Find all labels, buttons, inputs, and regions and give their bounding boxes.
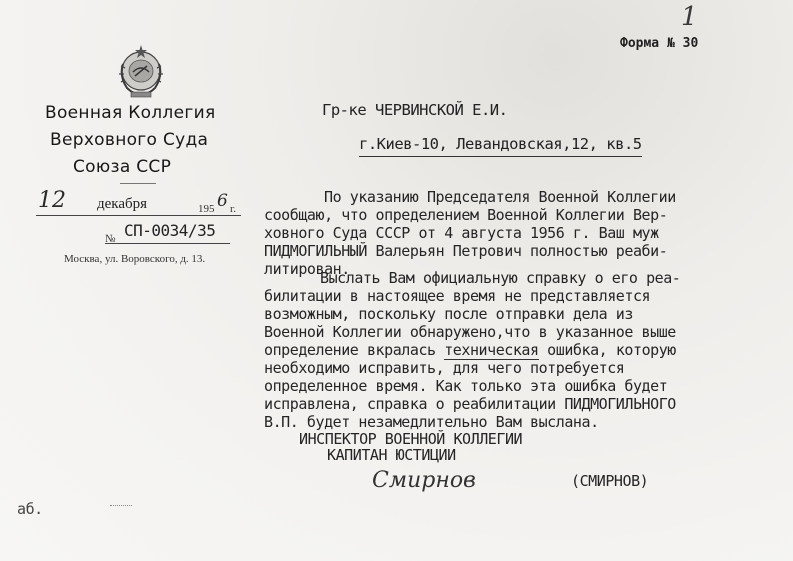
- sender-line-3: Союза ССР: [73, 157, 172, 177]
- body-line-10: [264, 341, 676, 359]
- signatory-title-2: КАПИТАН ЮСТИЦИИ: [327, 446, 456, 464]
- footer-mark: аб.: [17, 500, 43, 518]
- body-line-2: сообщаю, что определением Военной Коллегии Вер-: [264, 206, 668, 224]
- reference-underline: [105, 243, 230, 244]
- body-line-9: Военной Коллегии обнаружено,что в указанное выше: [264, 323, 676, 341]
- date-year-suffix: 6: [217, 191, 228, 211]
- body-line-12: определенное время. Как только эта ошибка будет: [264, 377, 668, 395]
- body-line-6: Выслать Вам официальную справку о его реа-: [320, 269, 681, 287]
- body-line-7: билитации в настоящее время не представляется: [264, 287, 651, 305]
- body-line-4: ПИДМОГИЛЬНЫЙ Валерьян Петрович полностью реаби-: [264, 242, 668, 260]
- page-number-handwritten: 1: [681, 2, 698, 32]
- sender-address: Москва, ул. Воровского, д. 13.: [64, 253, 206, 265]
- date-underline: [36, 215, 241, 216]
- recipient-address: г.Киев-10, Левандовская,12, кв.5: [359, 135, 642, 157]
- body-line-11: необходимо исправить, для чего потребуется: [264, 359, 625, 377]
- footer-smudge: [110, 505, 132, 510]
- body-line-10-start: определение вкралась: [264, 341, 445, 359]
- date-day: 12: [38, 188, 66, 213]
- ussr-emblem-icon: [113, 42, 169, 100]
- recipient-name: Гр-ке ЧЕРВИНСКОЙ Е.И.: [322, 101, 508, 119]
- handwritten-signature: Смирнов: [372, 468, 476, 493]
- sender-line-1: Военная Коллегия: [45, 103, 216, 123]
- body-line-10-end: ошибка, которую: [538, 341, 676, 359]
- reference-number: СП-0034/35: [124, 221, 216, 240]
- date-month: декабря: [97, 196, 148, 212]
- body-line-3: ховного Суда СССР от 4 августа 1956 г. Ваш муж: [264, 224, 659, 242]
- body-line-14: В.П. будет незамедлительно Вам выслана.: [264, 413, 599, 431]
- header-divider: [120, 183, 156, 184]
- underlined-word: техническая: [444, 341, 539, 359]
- body-line-8: возможным, поскольку после отправки дела из: [264, 305, 633, 323]
- date-year-abbr: г.: [230, 203, 237, 215]
- date-year-prefix: 195: [198, 203, 215, 215]
- signatory-title-1: ИНСПЕКТОР ВОЕННОЙ КОЛЛЕГИИ: [299, 430, 523, 448]
- reference-prefix: №: [105, 233, 116, 245]
- signatory-name: (СМИРНОВ): [571, 472, 649, 490]
- form-number: Форма № 30: [620, 36, 699, 51]
- sender-line-2: Верховного Суда: [50, 130, 209, 150]
- body-line-13: исправлена, справка о реабилитации ПИДМОГИЛЬНОГО: [264, 395, 676, 413]
- body-line-5: литирован.: [264, 260, 350, 278]
- body-line-1: По указанию Председателя Военной Коллегии: [324, 188, 676, 206]
